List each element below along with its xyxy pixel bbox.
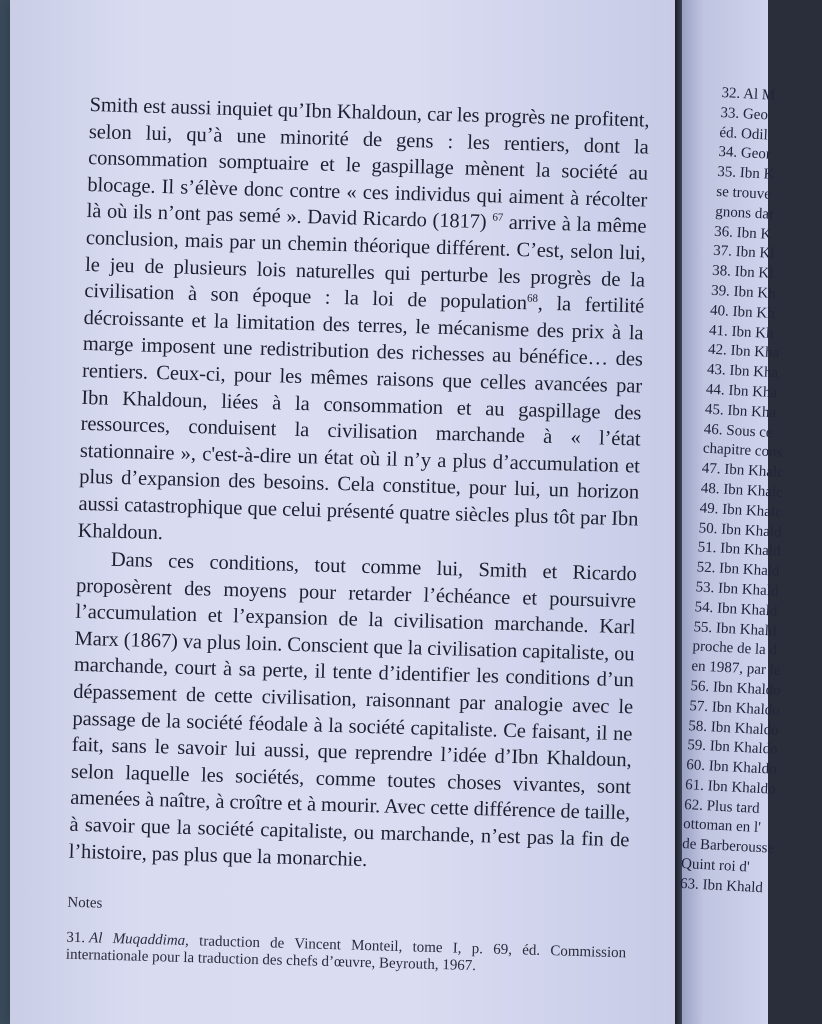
- right-page-note-line: 57. Ibn Khaldo: [688, 697, 781, 719]
- right-page-note-line: 60. Ibn Khaldo: [685, 757, 778, 778]
- footnote-text: , traduction de Vincent Monteil, tome I, p. 69, éd. Commission internationale pour la traduction des chefs d’œuvre, Beyrouth, 1967.: [65, 933, 627, 975]
- paragraph-text: Smith est aussi inquiet qu’Ibn Khaldoun, car les progrès ne profitent, selon lui, qu’à une minorité de gens : les rentiers, dont la consommation somptuaire et le gaspillage mènent la société au blocage. Il s’élève donc contre « ces individus qui aiment à récolter là où ils n’ont pas semé ». David Ricardo (1817): [86, 93, 650, 234]
- right-page-note-line: 40. Ibn Kh: [709, 302, 776, 322]
- right-page-note-line: 56. Ibn Khaldo: [690, 678, 782, 699]
- right-page-note-line: chapitre cons: [702, 440, 783, 461]
- right-page-note-line: proche de la d: [692, 638, 778, 659]
- right-page-note-line: 48. Ibn Khalc: [700, 480, 784, 501]
- right-page-note-line: 37. Ibn Kl: [712, 243, 775, 263]
- paragraph-text: , la fertilité décroissante et la limitation des terres, le mécanisme des prix à la marge imposent une redistribution des richesses au bénéfice… des rentiers. Ceux-ci, pour les mêmes raisons que celles avancées par Ibn Khaldoun, liées à la consommation et au gaspillage des ressources, conduisent la civilisation marchande à « l’état stationnaire », c'est-à-dire un état où il n’y a plus d’accumulation et plus d’expansion des besoins. Cela constitue, pour lui, un horizon aussi catastrophique que celui présenté quatre siècles plus tôt par Ibn Khaldoun.: [77, 292, 645, 544]
- paragraph-1: [77, 92, 649, 560]
- right-page-note-line: 42. Ibn Kha: [707, 342, 780, 362]
- paragraph-text: Dans ces conditions, tout comme lui, Smith et Ricardo proposèrent des moyens pour retarder l’échéance et poursuivre l’accumulation et l’expansion de la civilisation marchande. Karl Marx (1867) va plus loin. Conscient que la civilisation capitaliste, ou marchande, court à sa perte, il tente d’identifier les conditions d’un dépassement de cette civilisation, raisonnant par analogie avec le passage de la société féodale à la société capitaliste. Ce faisant, il ne fait, sans le savoir lui aussi, que reprendre l’idée d’Ibn Khaldoun, selon laquelle les sociétés, comme toutes choses vivantes, sont amenées à naître, à croître et à mourir. Avec cette différence de taille, à savoir que la société capitaliste, ou marchande, n’est pas la fin de l’histoire, pas plus que la monarchie.: [68, 548, 638, 871]
- right-page-note-line: 62. Plus tard: [683, 796, 760, 817]
- notes-heading: Notes: [67, 894, 103, 912]
- right-page-note-line: éd. Odil: [719, 124, 769, 144]
- right-page-note-line: 50. Ibn Khald: [698, 519, 782, 541]
- right-page-note-line: 45. Ibn Kha: [704, 401, 777, 422]
- page-content: [66, 92, 650, 980]
- right-page-note-line: ottoman en l': [682, 816, 762, 837]
- right-page-note-line: 47. Ibn Khalc: [701, 460, 785, 481]
- footnote-31: [66, 930, 627, 980]
- right-page-note-line: 54. Ibn Khald: [694, 599, 778, 620]
- right-page-note-line: de Barberousse: [681, 836, 775, 858]
- right-page-note-line: 38. Ibn Kl: [711, 262, 774, 283]
- right-page-note-line: 53. Ibn Khald: [695, 579, 779, 600]
- footnote-title: Al Muqaddima: [88, 930, 186, 950]
- right-page-note-line: 59. Ibn Khaldo: [686, 737, 779, 759]
- right-page-note-line: 52. Ibn Khald: [696, 559, 780, 580]
- right-page-note-line: 43. Ibn Kha: [706, 361, 779, 382]
- paragraph-text: arrive à la même conclusion, mais par un chemin théorique différent. C’est, selon lui, le jeu de plusieurs lois naturelles qui perturbe les progrès de la civilisation à son époque : la loi de population: [84, 211, 647, 315]
- right-page-note-line: 32. Al M: [721, 84, 776, 104]
- right-page-note-line: 34. Geor: [718, 144, 772, 164]
- book-page-right: [679, 0, 785, 1024]
- right-page-note-line: 35. Ibn K: [716, 164, 775, 184]
- right-page-notes-list: [680, 84, 822, 900]
- right-page-note-line: se trouve: [715, 183, 772, 203]
- right-page-note-line: 61. Ibn Khaldo: [684, 776, 776, 798]
- right-page-note-line: Quint roi d': [680, 856, 750, 876]
- right-page-note-line: 55. Ibn Khald: [693, 618, 777, 640]
- footnote-reference: 67: [492, 211, 504, 225]
- footnote-number: 31.: [66, 929, 86, 947]
- right-page-note-line: en 1987, par le: [691, 658, 781, 679]
- book-page-left: [10, 0, 675, 1024]
- paragraph-2: [68, 546, 637, 881]
- right-page-note-line: 33. Geo: [720, 104, 769, 124]
- footnote-reference: 68: [526, 292, 539, 305]
- right-page-note-line: 49. Ibn Khalc: [699, 500, 783, 521]
- right-page-note-line: 46. Sous ce: [703, 421, 773, 441]
- right-page-note-line: 58. Ibn Khaldo: [687, 717, 780, 739]
- right-page-note-line: gnons dar: [714, 203, 775, 223]
- right-page-note-line: 63. Ibn Khald: [679, 875, 764, 897]
- right-page-note-line: 44. Ibn Kha: [705, 381, 778, 402]
- right-page-note-line: 36. Ibn K: [713, 223, 772, 243]
- right-page-note-line: 39. Ibn Kh: [710, 282, 777, 303]
- right-page-note-line: 51. Ibn Khald: [697, 539, 781, 561]
- right-page-note-line: 41. Ibn Kh: [708, 322, 775, 342]
